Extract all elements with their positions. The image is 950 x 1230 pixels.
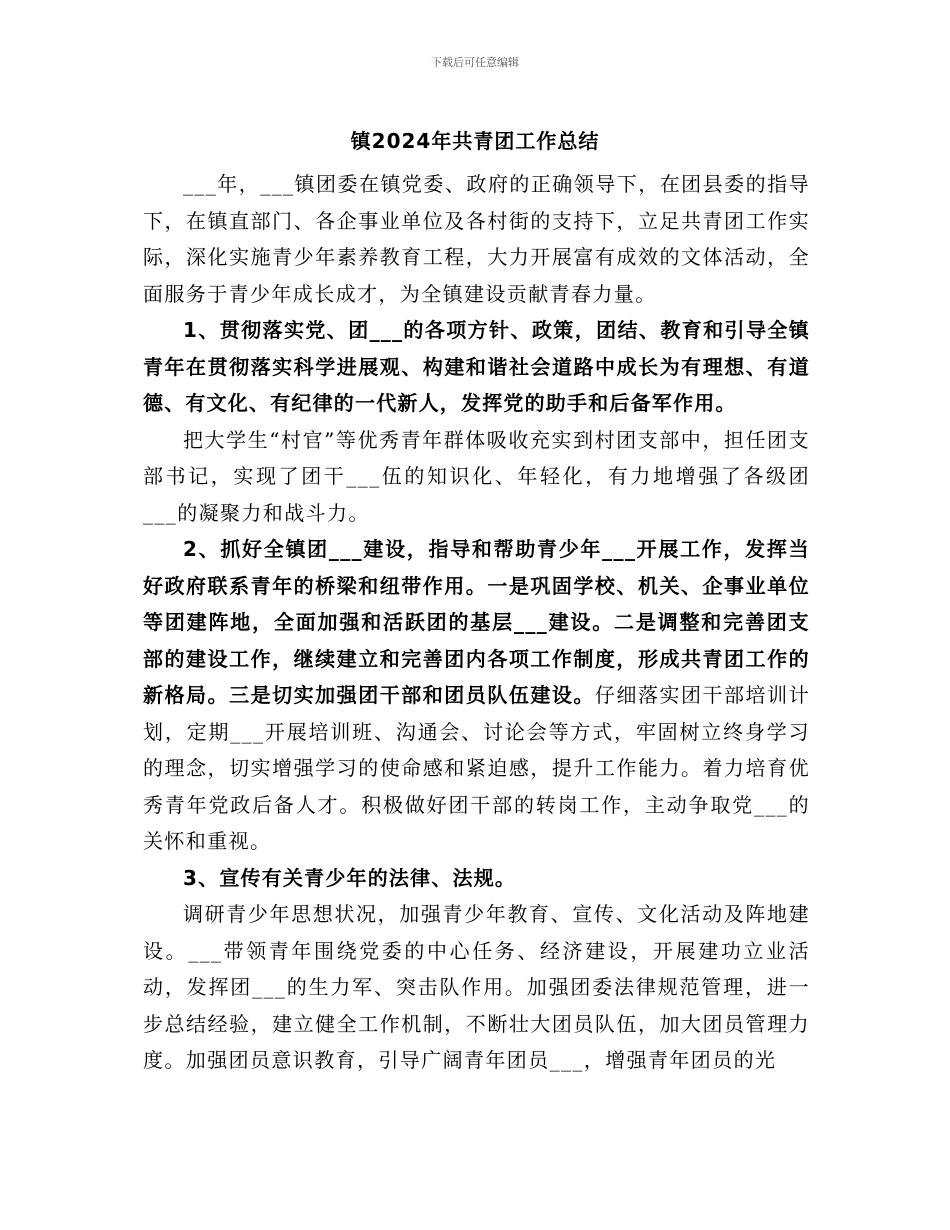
section-2-bold-text: 2、抓好全镇团___建设，指导和帮助青少年___开展工作，发挥当好政府联系青年的桥梁和纽带作用。一是巩固学校、机关、企事业单位等团建阵地，全面加强和活跃团的基层___建设。二是调整和完善团支部的建设工作，继续建立和完善团内各项工作制度，形成共青团工作的新格局。三是切实加强团干部和团员队伍建设。 bbox=[143, 537, 810, 707]
paragraph-section-1-body: 把大学生“村官”等优秀青年群体吸收充实到村团支部中，担任团支部书记，实现了团干___伍的知识化、年轻化，有力地增强了各级团___的凝聚力和战斗力。 bbox=[143, 427, 810, 525]
paragraph-section-1-heading: 1、贯彻落实党、团___的各项方针、政策，团结、教育和引导全镇青年在贯彻落实科学进展观、构建和谐社会道路中成长为有理想、有道德、有文化、有纪律的一代新人，发挥党的助手和后备军作用。 bbox=[143, 318, 810, 415]
section-2-normal-text: 仔细落实团干部培训计划，定期___开展培训班、沟通会、讨论会等方式，牢固树立终身学习的理念，切实增强学习的使命感和紧迫感，提升工作能力。着力培育优秀青年党政后备人才。积极做好团干部的转岗工作，主动争取党___的关怀和重视。 bbox=[143, 683, 810, 853]
paragraph-section-3-body: 调研青少年思想状况，加强青少年教育、宣传、文化活动及阵地建设。___带领青年围绕党委的中心任务、经济建设，开展建功立业活动，发挥团___的生力军、突击队作用。加强团委法律规范管理，进一步总结经验，建立健全工作机制，不断壮大团员队伍，加大团员管理力度。加强团员意识教育，引导广阔青年团员___，增强青年团员的光 bbox=[143, 902, 810, 1072]
document-body bbox=[143, 166, 810, 1079]
paragraph-section-2 bbox=[143, 531, 810, 860]
header-note: 下载后可任意编辑 bbox=[431, 56, 519, 69]
paragraph-intro: ___年，___镇团委在镇党委、政府的正确领导下，在团县委的指导下，在镇直部门、各企事业单位及各村街的支持下，立足共青团工作实际，深化实施青少年素养教育工程，大力开展富有成效的文体活动，全面服务于青少年成长成才，为全镇建设贡献青春力量。 bbox=[143, 172, 810, 306]
paragraph-section-3-heading: 3、宣传有关青少年的法律、法规。 bbox=[183, 865, 517, 890]
document-title: 镇2024年共青团工作总结 bbox=[350, 129, 600, 153]
